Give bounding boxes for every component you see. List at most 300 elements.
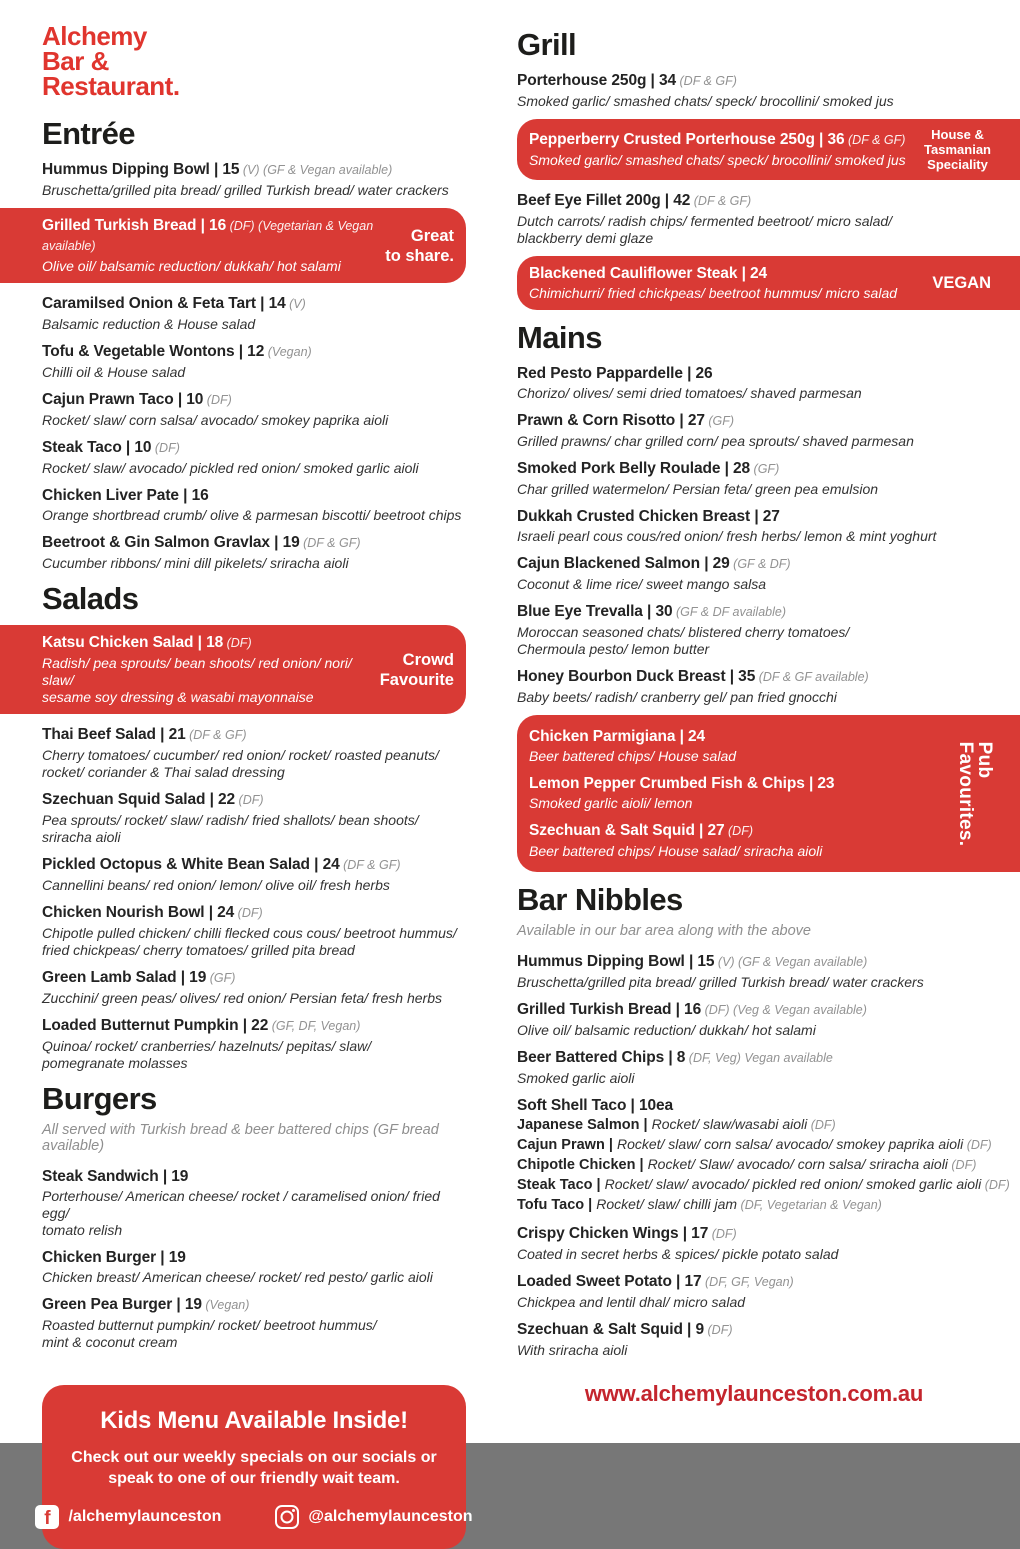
menu-item bbox=[42, 533, 466, 572]
item-dietary-tags: (GF & DF) bbox=[729, 557, 791, 571]
kids-banner-title: Kids Menu Available Inside! bbox=[100, 1407, 408, 1434]
item-price-separator: | bbox=[671, 1001, 685, 1018]
item-price: 28 bbox=[733, 460, 751, 477]
item-name: Lemon Pepper Crumbed Fish & Chips bbox=[529, 775, 805, 792]
item-dietary-tags: (DF) bbox=[151, 441, 180, 455]
item-title-line bbox=[42, 216, 377, 256]
item-price-separator: | bbox=[193, 634, 207, 651]
item-price-separator: | bbox=[196, 217, 210, 234]
item-name: Grilled Turkish Bread bbox=[42, 217, 197, 234]
item-price-separator: | bbox=[682, 365, 696, 382]
item-name: Cajun Prawn Taco bbox=[42, 391, 174, 408]
item-title-line bbox=[517, 1048, 991, 1068]
item-dietary-tags: (GF) bbox=[750, 462, 780, 476]
item-price-separator: | bbox=[675, 728, 689, 745]
logo-line-2: Bar & bbox=[42, 46, 109, 76]
menu-item bbox=[529, 774, 936, 812]
item-description: Roasted butternut pumpkin/ rocket/ beetroot hummus/ mint & coconut cream bbox=[42, 1317, 377, 1350]
variant-separator: | bbox=[635, 1157, 648, 1173]
section-title-salads: Salads bbox=[42, 581, 139, 616]
item-description: With sriracha aioli bbox=[517, 1342, 628, 1358]
menu-item bbox=[42, 1248, 466, 1286]
item-description: Chicken breast/ American cheese/ rocket/ red pesto/ garlic aioli bbox=[42, 1269, 433, 1285]
item-description: Smoked garlic aioli/ lemon bbox=[529, 795, 693, 811]
item-price: 24 bbox=[322, 856, 340, 873]
menu-item bbox=[517, 1048, 991, 1087]
item-name: Crispy Chicken Wings bbox=[517, 1225, 679, 1242]
variant-separator: | bbox=[639, 1117, 652, 1133]
item-description: Quinoa/ rocket/ cranberries/ hazelnuts/ pepitas/ slaw/ pomegranate molasses bbox=[42, 1038, 372, 1071]
item-title-line bbox=[42, 1016, 466, 1036]
item-description: Cherry tomatoes/ cucumber/ red onion/ rocket/ roasted peanuts/ rocket/ coriander & Thai salad dressing bbox=[42, 747, 439, 780]
item-dietary-tags: (V) bbox=[285, 297, 306, 311]
item-description: Chipotle pulled chicken/ chilli flecked cous cous/ beetroot hummus/ fried chickpeas/ cherry tomatoes/ grilled pita bread bbox=[42, 925, 457, 958]
item-price-separator: | bbox=[678, 1225, 692, 1242]
item-name: Pickled Octopus & White Bean Salad bbox=[42, 856, 310, 873]
item-price: 19 bbox=[171, 1168, 189, 1185]
menu-item bbox=[517, 1000, 991, 1039]
item-name: Blue Eye Trevalla bbox=[517, 603, 643, 620]
item-price: 10 bbox=[186, 391, 204, 408]
menu-item bbox=[517, 1224, 991, 1263]
taco-variant bbox=[517, 1115, 991, 1135]
item-name: Chicken Liver Pate bbox=[42, 487, 179, 504]
item-name: Grilled Turkish Bread bbox=[517, 1001, 672, 1018]
section-title-burgers: Burgers bbox=[42, 1081, 157, 1116]
item-price-separator: | bbox=[684, 953, 698, 970]
kids-banner-text-line2: speak to one of our friendly wait team. bbox=[108, 1470, 400, 1487]
item-name: Chicken Nourish Bowl bbox=[42, 904, 205, 921]
item-price: 16 bbox=[684, 1001, 702, 1018]
item-description: Cannellini beans/ red onion/ lemon/ olive oil/ fresh herbs bbox=[42, 877, 390, 893]
item-description: Grilled prawns/ char grilled corn/ pea sprouts/ shaved parmesan bbox=[517, 433, 914, 449]
item-price: 42 bbox=[673, 192, 691, 209]
item-price-separator: | bbox=[626, 1097, 639, 1114]
menu-item bbox=[517, 507, 991, 545]
menu-item bbox=[42, 968, 466, 1007]
item-dietary-tags: (DF, GF, Vegan) bbox=[701, 1275, 794, 1289]
item-title-line bbox=[517, 459, 991, 479]
item-name: Thai Beef Salad bbox=[42, 726, 156, 743]
menu-item bbox=[42, 438, 466, 477]
item-name: Chicken Parmigiana bbox=[529, 728, 676, 745]
item-title-line bbox=[517, 1224, 991, 1244]
item-price: 12 bbox=[247, 343, 265, 360]
item-price: 27 bbox=[707, 822, 725, 839]
item-name: Tofu & Vegetable Wontons bbox=[42, 343, 235, 360]
variant-separator: | bbox=[584, 1197, 597, 1213]
item-name: Soft Shell Taco bbox=[517, 1097, 627, 1114]
item-price: 27 bbox=[687, 412, 705, 429]
item-title-line bbox=[42, 725, 466, 745]
variant-dietary-tags: (DF, Vegetarian & Vegan) bbox=[737, 1198, 882, 1212]
item-name: Pepperberry Crusted Porterhouse 250g bbox=[529, 131, 815, 148]
item-description: Smoked garlic aioli bbox=[517, 1070, 635, 1086]
restaurant-logo bbox=[42, 21, 466, 101]
menu-item bbox=[517, 1320, 991, 1359]
item-description: Baby beets/ radish/ cranberry gel/ pan fried gnocchi bbox=[517, 689, 837, 705]
taco-variant bbox=[517, 1175, 1010, 1195]
menu-item bbox=[517, 554, 991, 593]
item-price: 22 bbox=[218, 791, 236, 808]
item-price: 18 bbox=[206, 634, 224, 651]
item-price-separator: | bbox=[664, 1049, 677, 1066]
item-name: Honey Bourbon Duck Breast bbox=[517, 668, 726, 685]
item-title-line bbox=[42, 1167, 466, 1186]
item-title-line bbox=[529, 130, 916, 150]
banner-badge: Crowd Favourite bbox=[379, 650, 454, 689]
item-title-line bbox=[42, 438, 466, 458]
item-dietary-tags: (GF) bbox=[206, 971, 236, 985]
item-price-separator: | bbox=[725, 668, 739, 685]
banner-badge: House & Tasmanian Speciality bbox=[924, 127, 991, 172]
item-title-line bbox=[517, 554, 991, 574]
item-name: Beef Eye Fillet 200g bbox=[517, 192, 661, 209]
variant-name: Cajun Prawn bbox=[517, 1137, 605, 1153]
item-title-line bbox=[42, 968, 466, 988]
item-name: Hummus Dipping Bowl bbox=[517, 953, 685, 970]
item-description: Balsamic reduction & House salad bbox=[42, 316, 256, 332]
item-name: Caramilsed Onion & Feta Tart bbox=[42, 295, 256, 312]
item-description: Pea sprouts/ rocket/ slaw/ radish/ fried shallots/ bean shoots/ sriracha aioli bbox=[42, 812, 419, 845]
item-title-line bbox=[517, 1272, 991, 1292]
item-name: Red Pesto Pappardelle bbox=[517, 365, 683, 382]
item-description: Olive oil/ balsamic reduction/ dukkah/ hot salami bbox=[42, 258, 341, 274]
vertical-badge: Pub Favourites. bbox=[955, 741, 995, 846]
item-title-line bbox=[42, 160, 466, 180]
highlight-banner bbox=[517, 119, 1020, 180]
variant-description: Rocket/ slaw/wasabi aioli bbox=[651, 1116, 808, 1132]
item-title-line bbox=[517, 1320, 991, 1340]
item-title-line bbox=[42, 486, 466, 505]
variant-description: Rocket/ slaw/ corn salsa/ avocado/ smokey paprika aioli bbox=[616, 1136, 964, 1152]
item-name: Szechuan Squid Salad bbox=[42, 791, 206, 808]
item-title-line bbox=[42, 1248, 466, 1267]
item-dietary-tags: (DF) bbox=[724, 824, 754, 838]
item-price-separator: | bbox=[121, 439, 135, 456]
item-price: 24 bbox=[750, 265, 768, 282]
item-description: Olive oil/ balsamic reduction/ dukkah/ hot salami bbox=[517, 1022, 816, 1038]
item-price: 10ea bbox=[638, 1097, 674, 1114]
item-description: Coated in secret herbs & spices/ pickle potato salad bbox=[517, 1246, 839, 1262]
item-price-separator: | bbox=[720, 460, 734, 477]
item-price-separator: | bbox=[209, 161, 223, 178]
item-price-separator: | bbox=[156, 1249, 169, 1266]
item-dietary-tags: (V) (GF & Vegan available) bbox=[239, 163, 393, 177]
item-dietary-tags: (DF) bbox=[235, 793, 264, 807]
item-price-separator: | bbox=[814, 131, 828, 148]
facebook-link bbox=[35, 1505, 221, 1529]
item-name: Szechuan & Salt Squid bbox=[529, 822, 695, 839]
item-dietary-tags: (Vegan) bbox=[201, 1298, 250, 1312]
item-price-separator: | bbox=[255, 295, 269, 312]
item-price: 17 bbox=[691, 1225, 709, 1242]
banner-badge: VEGAN bbox=[932, 274, 991, 292]
menu-item bbox=[42, 486, 466, 524]
social-row bbox=[44, 1505, 473, 1529]
item-title-line bbox=[517, 1096, 991, 1115]
variant-dietary-tags: (DF) bbox=[807, 1118, 836, 1132]
item-price-separator: | bbox=[173, 391, 187, 408]
item-price: 24 bbox=[688, 728, 706, 745]
item-dietary-tags: (DF) bbox=[234, 906, 263, 920]
item-dietary-tags: (DF) bbox=[708, 1227, 737, 1241]
item-description: Orange shortbread crumb/ olive & parmesan biscotti/ beetroot chips bbox=[42, 507, 462, 523]
menu-item bbox=[517, 364, 991, 402]
item-price: 15 bbox=[697, 953, 715, 970]
item-price: 35 bbox=[738, 668, 756, 685]
highlight-banner bbox=[0, 208, 466, 283]
item-price-separator: | bbox=[205, 791, 219, 808]
item-title-line bbox=[517, 364, 991, 383]
menu-item bbox=[517, 71, 991, 110]
item-title-line bbox=[42, 790, 466, 810]
pub-favourites-items bbox=[529, 727, 936, 860]
item-name: Steak Taco bbox=[42, 439, 122, 456]
item-price: 19 bbox=[168, 1249, 186, 1266]
item-price-separator: | bbox=[158, 1168, 172, 1185]
facebook-icon: f bbox=[35, 1505, 59, 1529]
item-price: 27 bbox=[762, 508, 780, 525]
item-title-line bbox=[42, 342, 466, 362]
banner-badge: Great to share. bbox=[385, 226, 454, 265]
highlight-content bbox=[42, 216, 377, 275]
item-price: 14 bbox=[268, 295, 286, 312]
instagram-link bbox=[275, 1505, 472, 1529]
variant-description: Rocket/ slaw/ avocado/ pickled red onion/ smoked garlic aioli bbox=[604, 1176, 982, 1192]
item-dietary-tags: (DF & GF) bbox=[339, 858, 401, 872]
item-dietary-tags: (DF) (Veg & Vegan available) bbox=[701, 1003, 867, 1017]
item-price: 34 bbox=[659, 72, 677, 89]
item-price: 17 bbox=[684, 1273, 702, 1290]
item-description: Porterhouse/ American cheese/ rocket / caramelised onion/ fried egg/ tomato relish bbox=[42, 1188, 440, 1238]
item-price: 29 bbox=[712, 555, 730, 572]
item-price-separator: | bbox=[671, 1273, 685, 1290]
item-description: Smoked garlic/ smashed chats/ speck/ brocollini/ smoked jus bbox=[517, 93, 894, 109]
item-dietary-tags: (DF & GF available) bbox=[755, 670, 869, 684]
item-dietary-tags: (DF) (Vegetarian & Vegan available) bbox=[42, 219, 374, 253]
item-title-line bbox=[517, 191, 991, 211]
variant-description: Rocket/ slaw/ chilli jam bbox=[596, 1196, 738, 1212]
item-name: Beer Battered Chips bbox=[517, 1049, 665, 1066]
item-name: Green Pea Burger bbox=[42, 1296, 173, 1313]
item-title-line bbox=[529, 821, 936, 841]
item-title-line bbox=[517, 71, 991, 91]
item-title-line bbox=[529, 727, 936, 746]
item-dietary-tags: (Vegan) bbox=[264, 345, 312, 359]
item-name: Chicken Burger bbox=[42, 1249, 157, 1266]
item-price: 21 bbox=[168, 726, 186, 743]
item-description: Chickpea and lentil dhal/ micro salad bbox=[517, 1294, 746, 1310]
item-price-separator: | bbox=[646, 72, 659, 89]
right-column bbox=[517, 27, 1010, 1407]
item-price-separator: | bbox=[176, 969, 190, 986]
item-dietary-tags: (GF, DF, Vegan) bbox=[268, 1019, 361, 1033]
item-name: Porterhouse 250g bbox=[517, 72, 647, 89]
section-subtitle: Available in our bar area along with the above bbox=[517, 923, 811, 939]
item-price: 10 bbox=[134, 439, 152, 456]
left-sections bbox=[42, 117, 466, 1351]
menu-item bbox=[42, 160, 466, 199]
item-title-line bbox=[42, 533, 466, 553]
item-title-line bbox=[517, 602, 991, 622]
item-name: Hummus Dipping Bowl bbox=[42, 161, 210, 178]
item-description: Bruschetta/grilled pita bread/ grilled Turkish bread/ water crackers bbox=[517, 974, 924, 990]
item-description: Rocket/ slaw/ corn salsa/ avocado/ smokey paprika aioli bbox=[42, 412, 389, 428]
item-price-separator: | bbox=[309, 856, 323, 873]
website-url: www.alchemylaunceston.com.au bbox=[584, 1381, 924, 1406]
section-subtitle: All served with Turkish bread & beer battered chips (GF bread available) bbox=[42, 1122, 439, 1154]
section-title-mains: Mains bbox=[517, 320, 602, 355]
taco-variant bbox=[517, 1195, 991, 1215]
item-dietary-tags: (DF) bbox=[223, 636, 252, 650]
item-dietary-tags: (DF & GF) bbox=[676, 74, 737, 88]
menu-item bbox=[517, 1272, 991, 1311]
item-title-line bbox=[42, 390, 466, 410]
menu-item bbox=[517, 602, 991, 658]
kids-banner-text-line1: Check out our weekly specials on our socials or bbox=[71, 1449, 437, 1466]
item-name: Dukkah Crusted Chicken Breast bbox=[517, 508, 751, 525]
item-price-separator: | bbox=[234, 343, 248, 360]
menu-item bbox=[517, 667, 991, 706]
item-price-separator: | bbox=[675, 412, 688, 429]
item-title-line bbox=[42, 855, 466, 875]
highlight-content bbox=[42, 633, 372, 706]
highlight-banner bbox=[0, 625, 466, 714]
kids-menu-banner bbox=[42, 1385, 473, 1549]
item-title-line bbox=[529, 264, 924, 283]
item-price: 15 bbox=[222, 161, 240, 178]
menu-item bbox=[42, 790, 466, 846]
taco-variant bbox=[517, 1155, 991, 1175]
item-dietary-tags: (V) (GF & Vegan available) bbox=[714, 955, 868, 969]
item-price: 36 bbox=[827, 131, 845, 148]
item-title-line bbox=[517, 411, 991, 431]
menu-item bbox=[42, 1016, 466, 1072]
menu-item bbox=[42, 342, 466, 381]
item-price: 22 bbox=[251, 1017, 269, 1034]
item-title-line bbox=[42, 903, 466, 923]
item-description: Moroccan seasoned chats/ blistered cherry tomatoes/ Chermoula pesto/ lemon butter bbox=[517, 624, 850, 657]
variant-name: Japanese Salmon bbox=[517, 1117, 640, 1133]
instagram-icon bbox=[275, 1505, 299, 1529]
logo-line-1: Alchemy bbox=[42, 21, 147, 51]
item-price: 9 bbox=[695, 1321, 705, 1338]
item-description: Coconut & lime rice/ sweet mango salsa bbox=[517, 576, 766, 592]
item-dietary-tags: (DF & GF) bbox=[299, 536, 361, 550]
menu-item bbox=[517, 1096, 1010, 1215]
variant-name: Chipotle Chicken bbox=[517, 1157, 636, 1173]
item-price-separator: | bbox=[660, 192, 674, 209]
highlight-content bbox=[529, 130, 916, 169]
item-dietary-tags: (GF & DF available) bbox=[672, 605, 786, 619]
variant-dietary-tags: (DF) bbox=[947, 1158, 977, 1172]
taco-variant bbox=[517, 1135, 991, 1155]
item-dietary-tags: (DF & GF) bbox=[185, 728, 247, 742]
item-name: Katsu Chicken Salad bbox=[42, 634, 194, 651]
pub-favourites-banner bbox=[517, 715, 1020, 872]
item-price-separator: | bbox=[172, 1296, 185, 1313]
item-price-separator: | bbox=[155, 726, 169, 743]
item-name: Smoked Pork Belly Roulade bbox=[517, 460, 721, 477]
item-price: 23 bbox=[817, 775, 835, 792]
item-dietary-tags: (DF) bbox=[704, 1323, 733, 1337]
variant-description: Rocket/ Slaw/ avocado/ corn salsa/ sriracha aioli bbox=[647, 1156, 948, 1172]
item-description: Radish/ pea sprouts/ bean shoots/ red onion/ nori/ slaw/ sesame soy dressing & wasabi mayonnaise bbox=[42, 655, 352, 705]
item-name: Beetroot & Gin Salmon Gravlax bbox=[42, 534, 270, 551]
menu-item bbox=[42, 1167, 466, 1239]
item-dietary-tags: (DF) bbox=[203, 393, 232, 407]
item-description: Rocket/ slaw/ avocado/ pickled red onion/ smoked garlic aioli bbox=[42, 460, 419, 476]
item-description: Chilli oil & House salad bbox=[42, 364, 186, 380]
item-price-separator: | bbox=[737, 265, 751, 282]
item-price-separator: | bbox=[700, 555, 713, 572]
highlight-content bbox=[529, 264, 924, 302]
item-title-line bbox=[517, 952, 991, 972]
item-price-separator: | bbox=[750, 508, 763, 525]
item-title-line bbox=[42, 633, 372, 653]
item-description: Cucumber ribbons/ mini dill pikelets/ sriracha aioli bbox=[42, 555, 349, 571]
item-price-separator: | bbox=[269, 534, 283, 551]
item-name: Prawn & Corn Risotto bbox=[517, 412, 676, 429]
menu-item bbox=[42, 390, 466, 429]
item-title-line bbox=[517, 667, 991, 687]
variant-separator: | bbox=[592, 1177, 605, 1193]
item-description: Chorizo/ olives/ semi dried tomatoes/ shaved parmesan bbox=[517, 385, 862, 401]
item-price: 19 bbox=[282, 534, 300, 551]
item-title-line bbox=[517, 1000, 991, 1020]
item-dietary-tags: (DF, Veg) Vegan available bbox=[685, 1051, 833, 1065]
item-price-separator: | bbox=[682, 1321, 696, 1338]
item-price: 16 bbox=[191, 487, 209, 504]
item-description: Beer battered chips/ House salad bbox=[529, 748, 737, 764]
menu-item bbox=[42, 903, 466, 959]
item-description: Dutch carrots/ radish chips/ fermented beetroot/ micro salad/ blackberry demi glaze bbox=[517, 213, 893, 246]
menu-item bbox=[517, 459, 991, 498]
item-title-line bbox=[517, 507, 991, 526]
item-price-separator: | bbox=[204, 904, 218, 921]
item-name: Green Lamb Salad bbox=[42, 969, 177, 986]
item-description: Zucchini/ green peas/ olives/ red onion/ Persian feta/ fresh herbs bbox=[42, 990, 442, 1006]
item-title-line bbox=[42, 1295, 466, 1315]
instagram-handle: @alchemylaunceston bbox=[308, 1508, 473, 1525]
menu-item bbox=[529, 821, 936, 860]
menu-item bbox=[517, 952, 991, 991]
item-price-separator: | bbox=[694, 822, 708, 839]
facebook-handle: /alchemylaunceston bbox=[68, 1508, 222, 1525]
menu-item bbox=[529, 727, 936, 765]
menu-item bbox=[42, 725, 466, 781]
item-dietary-tags: (DF & GF) bbox=[844, 133, 906, 147]
item-price: 8 bbox=[676, 1049, 686, 1066]
section-title-entr-e: Entrée bbox=[42, 116, 135, 151]
item-name: Blackened Cauliflower Steak bbox=[529, 265, 738, 282]
item-price-separator: | bbox=[642, 603, 656, 620]
item-description: Smoked garlic/ smashed chats/ speck/ brocollini/ smoked jus bbox=[529, 152, 906, 168]
item-name: Cajun Blackened Salmon bbox=[517, 555, 700, 572]
item-price: 30 bbox=[655, 603, 673, 620]
item-description: Bruschetta/grilled pita bread/ grilled Turkish bread/ water crackers bbox=[42, 182, 449, 198]
menu-item bbox=[42, 1295, 466, 1351]
variant-name: Tofu Taco bbox=[517, 1197, 585, 1213]
left-column bbox=[42, 21, 473, 1549]
item-description: Char grilled watermelon/ Persian feta/ green pea emulsion bbox=[517, 481, 879, 497]
item-dietary-tags: (GF) bbox=[704, 414, 735, 428]
menu-item bbox=[42, 855, 466, 894]
item-title-line bbox=[42, 294, 466, 314]
right-sections bbox=[517, 27, 1010, 1359]
item-price: 16 bbox=[209, 217, 227, 234]
